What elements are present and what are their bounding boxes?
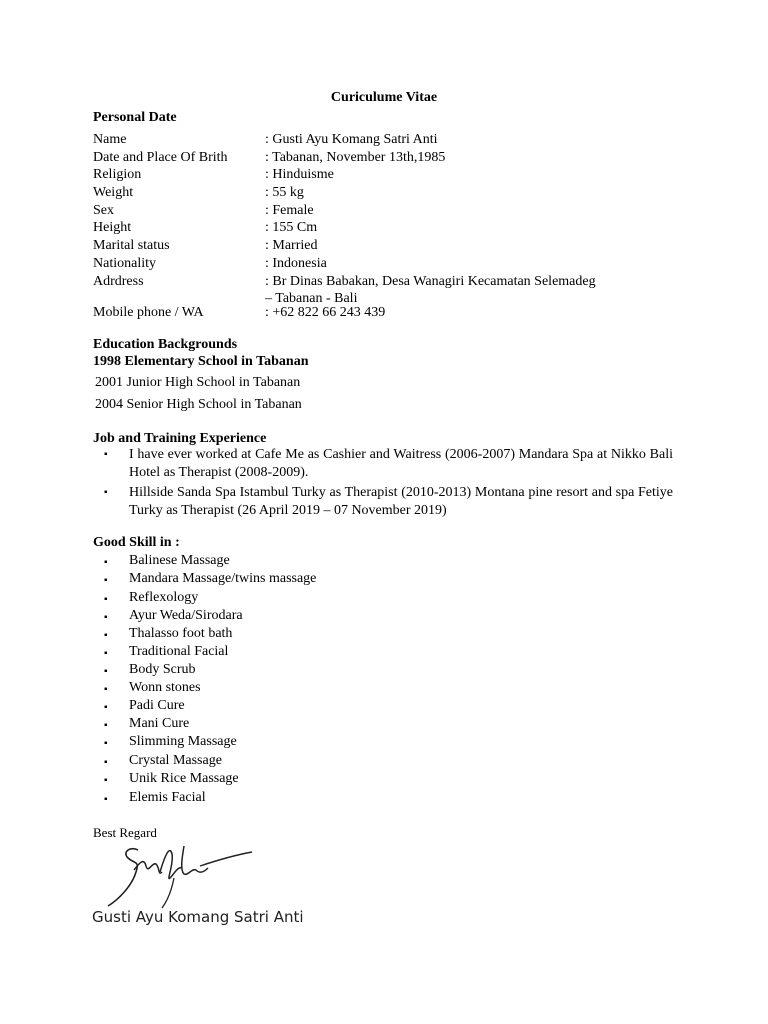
skill-item: Reflexology <box>129 590 199 605</box>
row-value: : +62 822 66 243 439 <box>265 305 386 320</box>
row-label: Marital status <box>93 238 170 253</box>
bullet-icon: ▪ <box>104 720 108 731</box>
bullet-icon: ▪ <box>104 487 108 498</box>
education-heading: Education Backgrounds <box>93 337 238 352</box>
bullet-icon: ▪ <box>104 702 108 713</box>
job-item: I have ever worked at Cafe Me as Cashier and Waitress (2006-2007) Mandara Spa at Nikko Bali Hotel as Therapist (2008-2009). <box>129 447 673 480</box>
skill-item: Traditional Facial <box>129 644 229 659</box>
row-value: : Indonesia <box>265 256 327 271</box>
education-item-first: 1998 Elementary School in Tabanan <box>93 354 309 369</box>
bullet-icon: ▪ <box>104 794 108 805</box>
bullet-icon: ▪ <box>104 775 108 786</box>
row-label: Name <box>93 132 127 147</box>
skills-heading: Good Skill in : <box>93 535 180 550</box>
bullet-icon: ▪ <box>104 612 108 623</box>
job-item: Hillside Sanda Spa Istambul Turky as Therapist (2010-2013) Montana pine resort and spa Fetiye Turky as Therapist (26 April 2019 – 07 November 2019) <box>129 485 673 518</box>
row-value: : Br Dinas Babakan, Desa Wanagiri Kecamatan Selemadeg <box>265 274 596 289</box>
row-label: Sex <box>93 203 114 218</box>
bullet-icon: ▪ <box>104 449 108 460</box>
bullet-icon: ▪ <box>104 630 108 641</box>
signature-name: Gusti Ayu Komang Satri Anti <box>92 908 304 926</box>
row-value: : Hinduisme <box>265 167 334 182</box>
row-value: : Gusti Ayu Komang Satri Anti <box>265 132 438 147</box>
skill-item: Unik Rice Massage <box>129 771 239 786</box>
skill-item: Thalasso foot bath <box>129 626 233 641</box>
skill-item: Elemis Facial <box>129 790 206 805</box>
bullet-icon: ▪ <box>104 648 108 659</box>
row-label: Date and Place Of Brith <box>93 150 228 165</box>
skill-item: Slimming Massage <box>129 734 237 749</box>
skill-item: Wonn stones <box>129 680 201 695</box>
bullet-icon: ▪ <box>104 575 108 586</box>
closing-regard: Best Regard <box>93 825 157 840</box>
personal-heading: Personal Date <box>93 110 177 125</box>
row-value: : Female <box>265 203 314 218</box>
row-label: Nationality <box>93 256 156 271</box>
row-value: : Tabanan, November 13th,1985 <box>265 150 446 165</box>
signature-image <box>100 842 260 910</box>
skill-item: Padi Cure <box>129 698 185 713</box>
document-title: Curiculume Vitae <box>330 90 438 105</box>
job-heading: Job and Training Experience <box>93 431 267 446</box>
skill-item: Mandara Massage/twins massage <box>129 571 317 586</box>
row-value: : Married <box>265 238 318 253</box>
bullet-icon: ▪ <box>104 684 108 695</box>
skill-item: Ayur Weda/Sirodara <box>129 608 243 623</box>
education-item: 2004 Senior High School in Tabanan <box>95 397 302 412</box>
row-value: : 155 Cm <box>265 220 318 235</box>
bullet-icon: ▪ <box>104 594 108 605</box>
row-label: Mobile phone / WA <box>93 305 204 320</box>
education-item: 2001 Junior High School in Tabanan <box>95 375 301 390</box>
skill-item: Mani Cure <box>129 716 190 731</box>
row-label: Adrdress <box>93 274 144 289</box>
bullet-icon: ▪ <box>104 666 108 677</box>
row-value: : 55 kg <box>265 185 304 200</box>
bullet-icon: ▪ <box>104 738 108 749</box>
bullet-icon: ▪ <box>104 557 108 568</box>
skill-item: Body Scrub <box>129 662 196 677</box>
skill-item: Crystal Massage <box>129 753 222 768</box>
skill-item: Balinese Massage <box>129 553 230 568</box>
row-label: Religion <box>93 167 142 182</box>
bullet-icon: ▪ <box>104 757 108 768</box>
row-label: Height <box>93 220 132 235</box>
row-label: Weight <box>93 185 134 200</box>
row-value: – Tabanan - Bali <box>265 291 358 306</box>
